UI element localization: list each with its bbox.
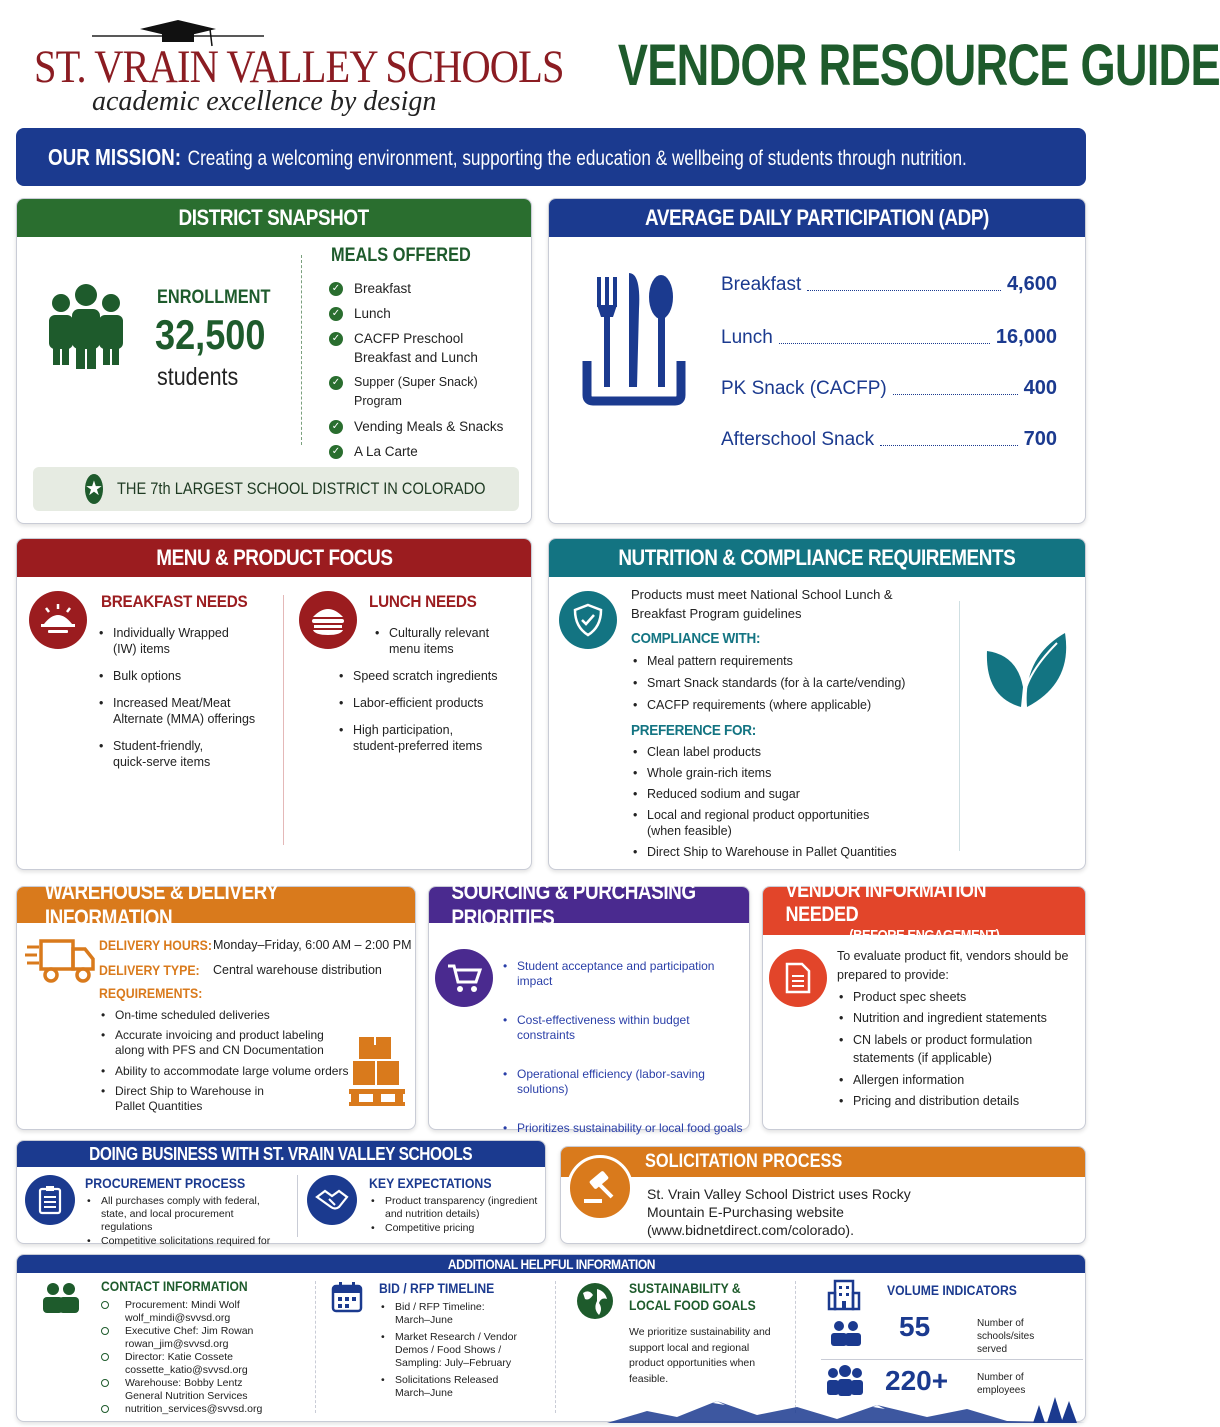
list-item: • All purchases comply with federal, state, and local procurement regulations: [85, 1195, 285, 1234]
contact-list: [101, 1299, 301, 1416]
contact-people-icon: [41, 1281, 81, 1313]
list-item: • Nutrition and ingredient statements: [837, 1010, 1067, 1026]
district-snapshot-title: DISTRICT SNAPSHOT: [178, 205, 370, 230]
delivery-type-label: DELIVERY TYPE:: [99, 962, 200, 978]
sourcing-title: SOURCING & PURCHASING PRIORITIES: [451, 879, 696, 930]
list-item: • Pricing and distribution details: [837, 1093, 1067, 1109]
sustainability-text: We prioritize sustainability and support local and regional product opportunities when feasible.: [629, 1326, 771, 1385]
timeline-list: [379, 1301, 549, 1409]
requirements-label: REQUIREMENTS:: [99, 985, 203, 1001]
list-item: • Prioritizes sustainability or local food goals: [501, 1121, 747, 1136]
meals-list: [329, 279, 529, 467]
sourcing-card: [428, 879, 750, 1135]
list-item: • Bid / RFP Timeline: March–June: [379, 1301, 499, 1327]
globe-icon: [575, 1281, 615, 1321]
mountain-trees-decoration: [607, 1393, 1085, 1423]
list-item: • CN labels or product formulation statements (if applicable): [837, 1031, 1047, 1067]
delivery-truck-icon: [25, 937, 95, 985]
calendar-icon: [331, 1281, 363, 1313]
breakfast-needs-list: [97, 625, 277, 779]
handshake-icon: [307, 1175, 357, 1225]
shopping-cart-icon: [435, 949, 493, 1007]
menu-focus-title: MENU & PRODUCT FOCUS: [155, 545, 393, 570]
sustainability-title-2: LOCAL FOOD GOALS: [629, 1298, 756, 1313]
doing-business-card: [16, 1140, 546, 1247]
additional-info-card: [16, 1254, 1086, 1422]
warehouse-card: [16, 879, 416, 1130]
volume-employees-label: Number of employees: [977, 1372, 1026, 1396]
preference-title: PREFERENCE FOR:: [631, 722, 756, 739]
list-item: • Competitive pricing: [369, 1222, 539, 1235]
business-divider: [297, 1175, 298, 1237]
volume-employees-value: 220+: [885, 1365, 949, 1396]
check-icon: ✓: [329, 332, 343, 346]
vendor-info-intro: To evaluate product fit, vendors should be prepared to provide:: [837, 949, 1069, 982]
check-icon: ✓: [329, 282, 343, 296]
list-item: ✓ CACFP Preschool Breakfast and Lunch: [329, 329, 479, 367]
list-item: • Smart Snack standards (for à la carte/vending): [631, 675, 961, 691]
solicitation-title: SOLICITATION PROCESS: [645, 1151, 843, 1172]
list-item: • Competitive solicitations required for: [85, 1235, 285, 1248]
gavel-icon: [567, 1155, 633, 1221]
nutrition-intro: Products must meet National School Lunch & Breakfast Program guidelines: [631, 587, 893, 621]
list-item: • Student acceptance and participation impact: [501, 959, 747, 989]
star-icon: ★: [85, 474, 103, 504]
clipboard-icon: [25, 1175, 75, 1225]
list-item: • Clean label products: [631, 744, 931, 760]
vendor-info-subtitle: (BEFORE ENGAGEMENT): [848, 926, 1000, 944]
adp-row-pk-snack: PK Snack (CACFP) 400: [721, 377, 1057, 399]
list-item: • Whole grain-rich items: [631, 765, 931, 781]
check-icon: ✓: [329, 445, 343, 459]
vendor-info-list: [837, 989, 1067, 1118]
enrollment-value: 32,500: [155, 311, 266, 358]
list-item: • Solicitations Released March–June: [379, 1374, 499, 1400]
tagline: academic excellence by design: [92, 86, 437, 117]
list-item: • Local and regional product opportunities (when feasible): [631, 807, 901, 839]
lunch-needs-title: LUNCH NEEDS: [369, 592, 477, 611]
document-icon: [769, 949, 827, 1007]
list-item: ✓ Breakfast: [329, 279, 529, 298]
adp-row-afterschool-snack: Afterschool Snack 700: [721, 428, 1057, 450]
check-icon: ✓: [329, 420, 343, 434]
list-item: Warehouse: Bobby Lentz General Nutrition Services: [101, 1377, 301, 1403]
list-item: • Speed scratch ingredients: [337, 668, 527, 684]
vendor-info-title: VENDOR INFORMATION NEEDED: [785, 878, 987, 926]
list-item: • Reduced sodium and sugar: [631, 786, 931, 802]
utensils-icon: [579, 269, 689, 409]
requirements-list: [99, 1007, 359, 1123]
menu-divider: [283, 595, 284, 845]
vendor-info-card: [762, 878, 1086, 1130]
key-expectations-title: KEY EXPECTATIONS: [369, 1175, 492, 1191]
enrollment-label: ENROLLMENT: [157, 287, 271, 308]
list-item: • Direct Ship to Warehouse in Pallet Quantities: [99, 1084, 279, 1114]
menu-focus-card: [16, 538, 532, 870]
delivery-type-value: Central warehouse distribution: [213, 963, 382, 977]
page-title: VENDOR RESOURCE GUIDE: [617, 33, 1220, 98]
snapshot-divider: [301, 255, 302, 445]
additional-divider-2: [555, 1281, 556, 1413]
nutrition-card: [548, 538, 1086, 870]
additional-divider-1: [315, 1281, 316, 1413]
mission-label: OUR MISSION:: [48, 143, 182, 170]
list-item: • Increased Meat/Meat Alternate (MMA) offerings: [97, 695, 277, 727]
compliance-title: COMPLIANCE WITH:: [631, 630, 761, 647]
list-item: • Labor-efficient products: [337, 695, 527, 711]
delivery-hours-label: DELIVERY HOURS:: [99, 937, 212, 953]
preference-list: [631, 744, 931, 869]
sunrise-plate-icon: [29, 591, 87, 649]
procurement-list: [85, 1195, 285, 1257]
shield-check-icon: [559, 591, 617, 649]
timeline-title: BID / RFP TIMELINE: [379, 1281, 495, 1296]
sustainability-title-1: SUSTAINABILITY &: [629, 1281, 741, 1296]
delivery-hours-value: Monday–Friday, 6:00 AM – 2:00 PM: [213, 938, 412, 952]
compliance-list: [631, 653, 961, 719]
list-item: • High participation, student-preferred items: [337, 722, 497, 754]
mission-text: Creating a welcoming environment, supporting the education & wellbeing of students through nutrition.: [187, 146, 967, 170]
list-item: Executive Chef: Jim Rowan rowan_jim@svvsd.org: [101, 1325, 301, 1351]
list-item: Procurement: Mindi Wolf wolf_mindi@svvsd.org: [101, 1299, 301, 1325]
list-item: • On-time scheduled deliveries: [99, 1007, 359, 1023]
list-item: • CACFP requirements (where applicable): [631, 697, 961, 713]
list-item: • Product spec sheets: [837, 989, 1067, 1005]
rank-text: THE 7th LARGEST SCHOOL DISTRICT IN COLORADO: [116, 479, 486, 498]
volume-divider: [821, 1359, 1083, 1360]
breakfast-needs-title: BREAKFAST NEEDS: [101, 592, 248, 611]
list-item: • Ability to accommodate large volume orders: [99, 1063, 359, 1079]
list-item: • Meal pattern requirements: [631, 653, 961, 669]
list-item: • Culturally relevant menu items: [373, 625, 503, 657]
org-name: ST. VRAIN VALLEY SCHOOLS: [34, 41, 564, 93]
boxes-pallet-icon: [347, 1033, 407, 1109]
doing-business-title: DOING BUSINESS WITH ST. VRAIN VALLEY SCHOOLS: [89, 1143, 473, 1164]
list-item: ✓ Supper (Super Snack) Program: [329, 373, 529, 411]
list-item: Director: Katie Cossete cossette_katio@svvsd.org: [101, 1351, 301, 1377]
solicitation-card: [560, 1146, 1086, 1244]
volume-sites-value: 55: [899, 1311, 931, 1342]
building-icon: [827, 1279, 861, 1311]
check-icon: ✓: [329, 307, 343, 321]
list-item: ✓ Lunch: [329, 304, 529, 323]
list-item: • Direct Ship to Warehouse in Pallet Quantities: [631, 844, 931, 860]
list-item: • Operational efficiency (labor-saving solutions): [501, 1067, 747, 1097]
list-item: ✓ A La Carte: [329, 442, 529, 461]
rank-banner: [33, 467, 519, 511]
list-item: • Product transparency (ingredient and nutrition details): [369, 1195, 539, 1221]
staff-people-icon: [829, 1319, 863, 1347]
list-item: • Accurate invoicing and product labeling along with PFS and CN Documentation: [99, 1028, 329, 1058]
list-item: • Cost-effectiveness within budget constraints: [501, 1013, 747, 1043]
lunch-needs-list: [337, 625, 527, 763]
volume-title: VOLUME INDICATORS: [887, 1283, 1017, 1298]
adp-row-breakfast: Breakfast 4,600: [721, 273, 1057, 295]
header-logo: [34, 14, 564, 124]
check-icon: ✓: [329, 376, 343, 390]
mission-bar: [16, 128, 1086, 186]
list-item: • Student-friendly, quick-serve items: [97, 738, 217, 770]
adp-title: AVERAGE DAILY PARTICIPATION (ADP): [645, 205, 989, 230]
leaves-icon: [983, 627, 1067, 711]
procurement-title: PROCUREMENT PROCESS: [85, 1175, 246, 1191]
adp-card: [548, 198, 1086, 524]
enrollment-unit: students: [157, 363, 239, 391]
additional-info-title: ADDITIONAL HELPFUL INFORMATION: [447, 1256, 655, 1272]
list-item: nutrition_services@svvsd.org: [101, 1403, 301, 1416]
nutrition-divider: [959, 601, 960, 851]
list-item: • Bulk options: [97, 668, 277, 684]
list-item: • Individually Wrapped (IW) items: [97, 625, 237, 657]
meals-offered-title: MEALS OFFERED: [331, 245, 471, 266]
people-group-icon: [41, 281, 131, 371]
volume-sites-label: Number of schools/sites served: [977, 1318, 1035, 1355]
contact-title: CONTACT INFORMATION: [101, 1279, 248, 1294]
district-snapshot-card: [16, 198, 532, 524]
adp-row-lunch: Lunch 16,000: [721, 326, 1057, 348]
key-expectations-list: [369, 1195, 539, 1244]
warehouse-title: WAREHOUSE & DELIVERY INFORMATION: [44, 879, 279, 930]
list-item: • Market Research / Vendor Demos / Food Shows / Sampling: July–February: [379, 1331, 519, 1370]
list-item: • Allergen information: [837, 1072, 1067, 1088]
sourcing-list: [501, 959, 747, 1145]
solicitation-text: St. Vrain Valley School District uses Rocky Mountain E-Purchasing website (www.bidnetdirect.com/colorado).: [647, 1186, 911, 1238]
list-item: ✓ Vending Meals & Snacks: [329, 417, 529, 436]
nutrition-title: NUTRITION & COMPLIANCE REQUIREMENTS: [618, 545, 1016, 570]
